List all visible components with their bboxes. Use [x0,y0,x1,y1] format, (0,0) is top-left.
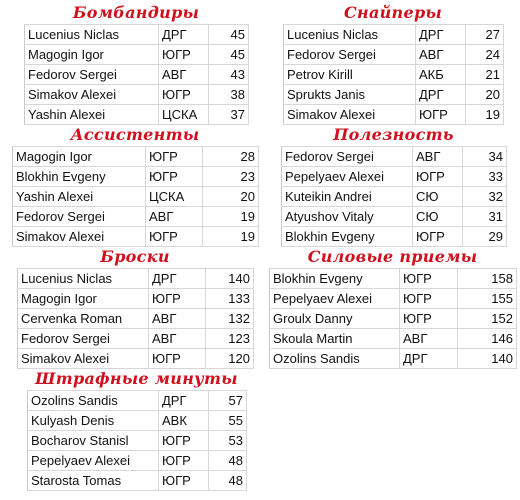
player-name: Simakov Alexei [18,349,149,369]
table-row [13,147,259,167]
team-code: ДРГ [416,25,466,45]
table-row [284,25,504,45]
stat-value: 37 [209,105,249,125]
table-row [18,269,254,289]
player-name: Blokhin Evgeny [282,227,413,247]
table-row [13,187,259,207]
player-name: Pepelyaev Alexei [282,167,413,187]
stats-table [283,24,504,125]
player-name: Ozolins Sandis [270,349,400,369]
player-name: Ozolins Sandis [28,391,159,411]
table-title: Штрафные минуты [35,369,238,388]
stats-table [27,390,247,491]
player-name: Magogin Igor [13,147,146,167]
table-row [25,45,249,65]
team-code: ЮГР [416,105,466,125]
stat-value: 31 [463,207,507,227]
team-code: АВГ [413,147,463,167]
stat-value: 152 [458,309,517,329]
stats-table [281,146,507,247]
table-row [25,105,249,125]
table-title: Снайперы [343,3,443,22]
team-code: СЮ [413,187,463,207]
player-name: Kuteikin Andrei [282,187,413,207]
table-row [13,167,259,187]
stat-value: 32 [463,187,507,207]
table-row [28,471,247,491]
table-block-hits [269,246,516,392]
player-name: Cervenka Roman [18,309,149,329]
player-name: Simakov Alexei [13,227,146,247]
player-name: Kulyash Denis [28,411,159,431]
stat-value: 21 [466,65,504,85]
table-title: Силовые приемы [307,247,478,266]
player-name: Sprukts Janis [284,85,416,105]
player-name: Simakov Alexei [284,105,416,125]
player-name: Lucenius Niclas [284,25,416,45]
player-name: Groulx Danny [270,309,400,329]
table-row [28,391,247,411]
stat-value: 43 [209,65,249,85]
stat-value: 28 [203,147,259,167]
table-row [270,269,517,289]
team-code: ДРГ [159,391,209,411]
stat-value: 27 [466,25,504,45]
table-block-penalty-minutes [27,368,246,494]
player-name: Blokhin Evgeny [270,269,400,289]
team-code: ЮГР [413,227,463,247]
stat-value: 38 [209,85,249,105]
stat-value: 34 [463,147,507,167]
player-name: Atyushov Vitaly [282,207,413,227]
team-code: ДРГ [149,269,206,289]
player-name: Fedorov Sergei [282,147,413,167]
player-name: Petrov Kirill [284,65,416,85]
stat-value: 24 [466,45,504,65]
stats-table [24,24,249,125]
table-row [18,289,254,309]
team-code: ЮГР [159,471,209,491]
team-code: ДРГ [400,349,458,369]
table-title: Броски [100,247,170,266]
table-row [270,329,517,349]
player-name: Fedorov Sergei [25,65,159,85]
stat-value: 120 [206,349,254,369]
team-code: АВГ [149,329,206,349]
stat-value: 57 [209,391,247,411]
stat-value: 19 [203,227,259,247]
player-name: Pepelyaev Alexei [270,289,400,309]
team-code: ЮГР [149,289,206,309]
stat-value: 146 [458,329,517,349]
team-code: ЮГР [149,349,206,369]
team-code: ЮГР [146,147,203,167]
table-title: Полезность [333,125,454,144]
stat-value: 155 [458,289,517,309]
stat-value: 19 [203,207,259,227]
stat-value: 48 [209,471,247,491]
player-name: Pepelyaev Alexei [28,451,159,471]
table-row [284,85,504,105]
team-code: ЮГР [400,309,458,329]
team-code: ЮГР [159,45,209,65]
stat-value: 123 [206,329,254,349]
player-name: Yashin Alexei [13,187,146,207]
player-name: Lucenius Niclas [25,25,159,45]
table-row [284,105,504,125]
stats-table [269,268,517,369]
team-code: ДРГ [159,25,209,45]
player-name: Simakov Alexei [25,85,159,105]
table-row [282,227,507,247]
table-row [270,349,517,369]
table-row [18,329,254,349]
team-code: ЮГР [159,431,209,451]
team-code: СЮ [413,207,463,227]
table-row [28,431,247,451]
table-row [28,411,247,431]
team-code: АКБ [416,65,466,85]
table-row [25,85,249,105]
stat-value: 45 [209,25,249,45]
table-row [13,227,259,247]
table-row [282,167,507,187]
table-row [25,25,249,45]
table-row [284,45,504,65]
player-name: Blokhin Evgeny [13,167,146,187]
stat-value: 158 [458,269,517,289]
team-code: ЮГР [146,167,203,187]
team-code: ДРГ [416,85,466,105]
team-code: ЮГР [400,269,458,289]
team-code: АВГ [146,207,203,227]
player-name: Fedorov Sergei [13,207,146,227]
stat-value: 48 [209,451,247,471]
player-name: Magogin Igor [18,289,149,309]
player-name: Lucenius Niclas [18,269,149,289]
team-code: ЮГР [159,85,209,105]
team-code: ЮГР [146,227,203,247]
stat-value: 20 [466,85,504,105]
stat-value: 33 [463,167,507,187]
player-name: Fedorov Sergei [284,45,416,65]
table-row [270,309,517,329]
table-row [28,451,247,471]
stat-value: 53 [209,431,247,451]
team-code: АВГ [149,309,206,329]
team-code: АВГ [416,45,466,65]
player-name: Starosta Tomas [28,471,159,491]
table-row [25,65,249,85]
team-code: АВК [159,411,209,431]
stat-value: 140 [458,349,517,369]
table-row [282,207,507,227]
stats-table [12,146,259,247]
team-code: АВГ [400,329,458,349]
team-code: АВГ [159,65,209,85]
team-code: ЦСКА [146,187,203,207]
team-code: ЦСКА [159,105,209,125]
team-code: ЮГР [159,451,209,471]
stat-value: 133 [206,289,254,309]
table-row [282,147,507,167]
stat-value: 55 [209,411,247,431]
table-row [13,207,259,227]
stat-value: 20 [203,187,259,207]
table-title: Ассистенты [70,125,200,144]
stat-value: 23 [203,167,259,187]
table-row [270,289,517,309]
stat-value: 132 [206,309,254,329]
player-name: Magogin Igor [25,45,159,65]
stat-value: 19 [466,105,504,125]
player-name: Bocharov Stanisl [28,431,159,451]
table-row [284,65,504,85]
stat-value: 29 [463,227,507,247]
table-row [282,187,507,207]
stats-table [17,268,254,369]
player-name: Yashin Alexei [25,105,159,125]
table-row [18,309,254,329]
stat-value: 140 [206,269,254,289]
team-code: ЮГР [400,289,458,309]
team-code: ЮГР [413,167,463,187]
table-row [18,349,254,369]
table-title: Бомбандиры [72,3,200,22]
player-name: Fedorov Sergei [18,329,149,349]
stat-value: 45 [209,45,249,65]
player-name: Skoula Martin [270,329,400,349]
